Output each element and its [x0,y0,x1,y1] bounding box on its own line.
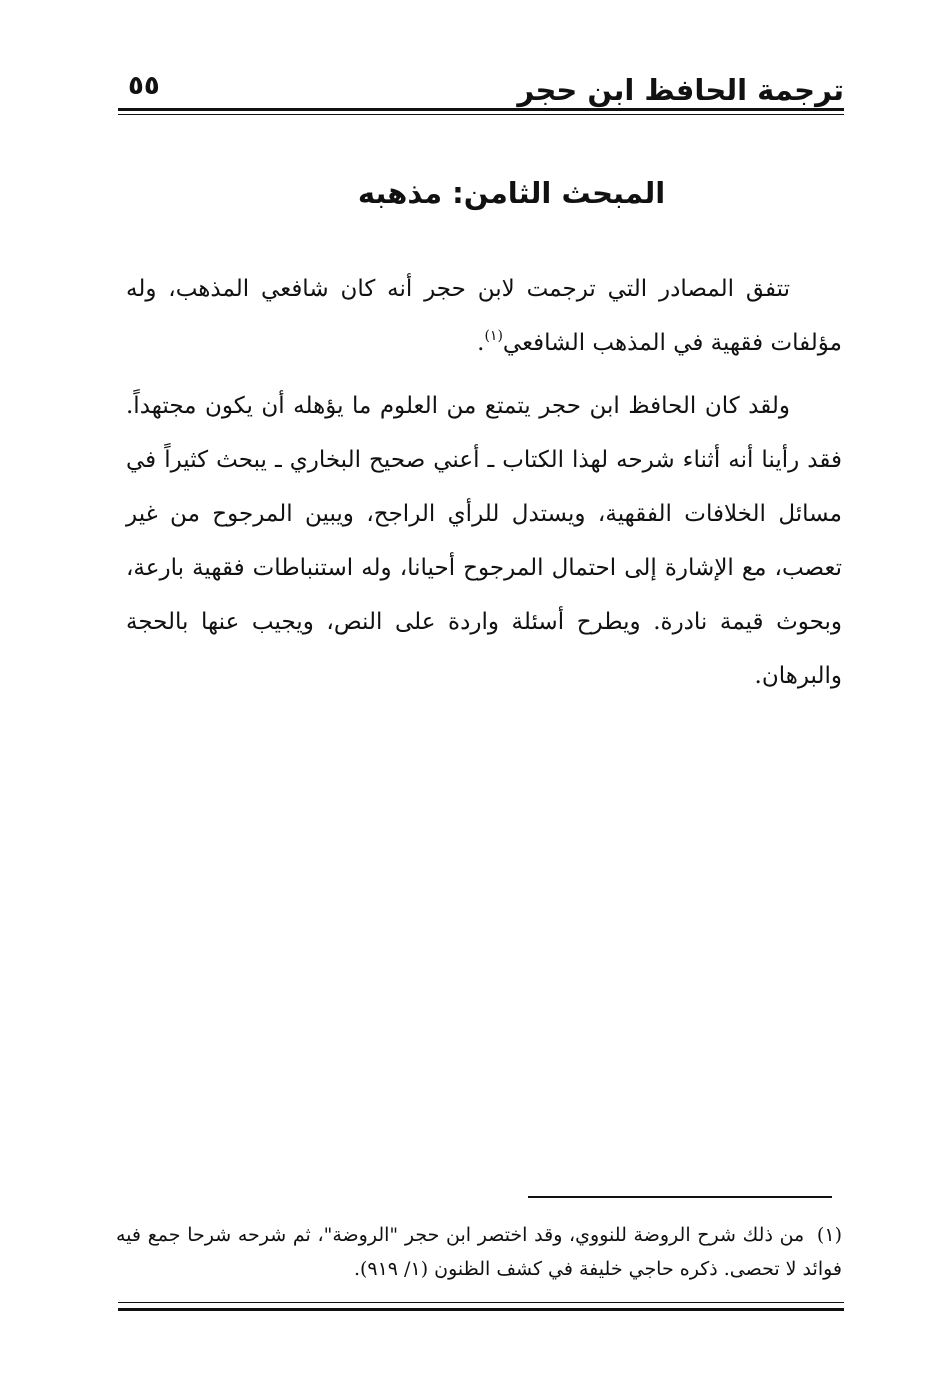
footnote-number: (١) [816,1224,842,1246]
footnote-reference: (١) [484,328,503,344]
page-number: ٥٥ [128,71,160,101]
paragraph-ijtihad: ولقد كان الحافظ ابن حجر يتمتع من العلوم ما يؤهله أن يكون مجتهداً. فقد رأينا أنه أثناء شرحه لهذا الكتاب ـ أعني صحيح البخاري ـ يبحث كثيراً في مسائل الخلافات الفقهية، ويستدل للرأي الراجح، ويبين المرجوح من غير تعصب، مع الإشارة إلى احتمال المرجوح أحيانا، وله استنباطات فقهية بارعة، وبحوث قيمة نادرة. ويطرح أسئلة واردة على النص، ويجيب عنها بالحجة والبرهان. [126,393,842,689]
section-title: المبحث الثامن: مذهبه [357,176,666,210]
paragraph-1-end: . [477,330,485,356]
footnote [116,1218,842,1286]
header-rule-thin [118,114,844,115]
footnote-separator [528,1196,832,1198]
header-rule-thick [118,108,844,111]
section-heading [0,170,939,216]
page-header [118,62,844,116]
paragraph-1-text: تتفق المصادر التي ترجمت لابن حجر أنه كان شافعي المذهب، وله مؤلفات فقهية في المذهب الشافعي [126,276,842,356]
bottom-rule-thick [118,1308,844,1311]
paragraph-madhhab [126,262,842,370]
main-text [126,262,842,703]
running-title: ترجمة الحافظ ابن حجر [517,73,844,107]
bottom-rule-thin [118,1302,844,1303]
footnote-text: من ذلك شرح الروضة للنووي، وقد اختصر ابن حجر "الروضة"، ثم شرحه شرحا جمع فيه فوائد لا تحصى. ذكره حاجي خليفة في كشف الظنون (١/ ٩١٩). [116,1224,842,1280]
